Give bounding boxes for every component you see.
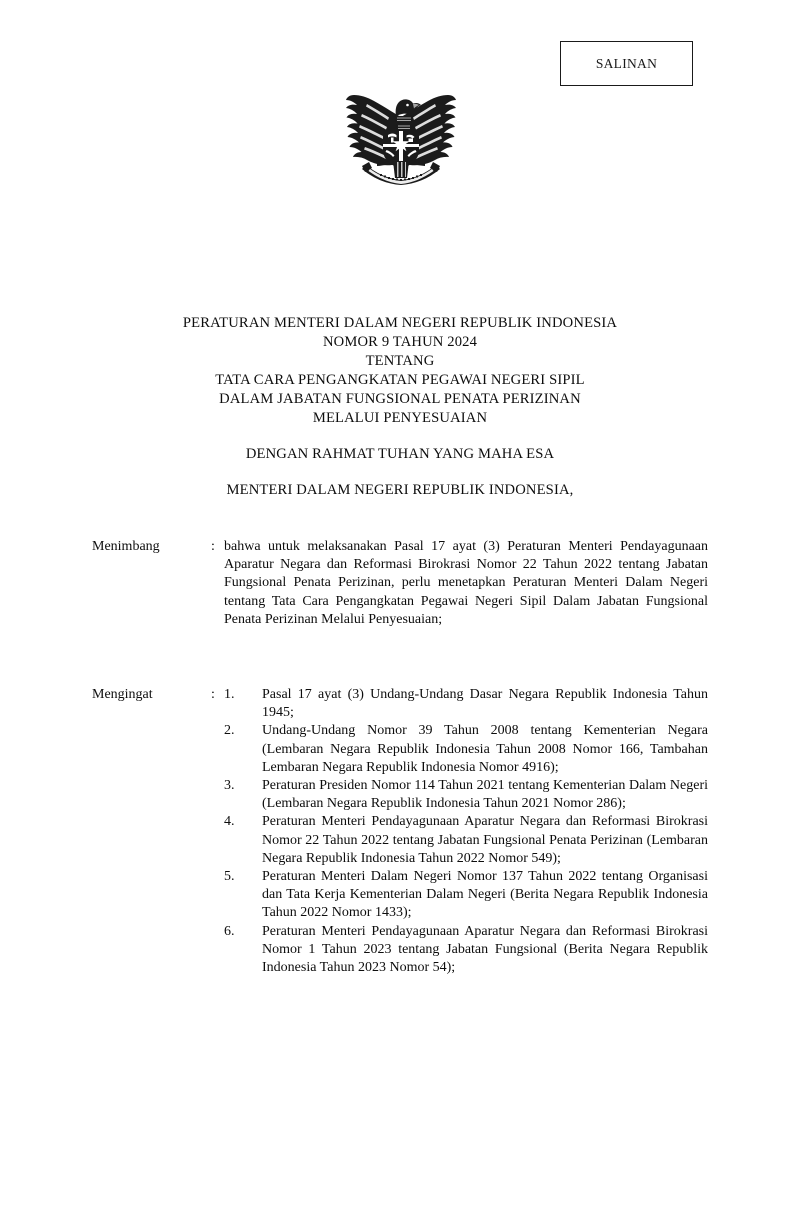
mengingat-list (224, 686, 708, 977)
list-item (224, 868, 708, 923)
menimbang-text: bahwa untuk melaksanakan Pasal 17 ayat (3) Peraturan Menteri Pendayagunaan Aparatur Negara dan Reformasi Birokrasi Nomor 22 Tahun 2022 tentang Jabatan Fungsional Penata Perizinan, perlu menetapkan Peraturan Menteri Dalam Negeri tentang Tata Cara Pengangkatan Pegawai Negeri Sipil Dalam Jabatan Fungsional Penata Perizinan Melalui Penyesuaian; (224, 539, 708, 627)
list-item-number: 2. (224, 723, 235, 739)
title-line-6: MELALUI PENYESUAIAN (312, 410, 488, 426)
mengingat-section (92, 686, 708, 977)
menimbang-colon: : (211, 539, 215, 554)
menteri-line: MENTERI DALAM NEGERI REPUBLIK INDONESIA, (226, 482, 574, 498)
salinan-stamp-box (560, 41, 693, 86)
title-line-tentang: TENTANG (365, 353, 435, 369)
menimbang-section (92, 538, 708, 629)
title-line-5: DALAM JABATAN FUNGSIONAL PENATA PERIZINAN (219, 391, 581, 407)
list-item-text: Peraturan Menteri Pendayagunaan Aparatur Negara dan Reformasi Birokrasi Nomor 1 Tahun 2023 tentang Jabatan Fungsional (Berita Negara Republik Indonesia Tahun 2023 Nomor 54); (262, 923, 708, 976)
title-line-1: PERATURAN MENTERI DALAM NEGERI REPUBLIK INDONESIA (182, 315, 618, 331)
mengingat-body (224, 686, 708, 977)
dengan-rahmat-line: DENGAN RAHMAT TUHAN YANG MAHA ESA (245, 446, 555, 462)
list-item-text: Peraturan Menteri Pendayagunaan Aparatur Negara dan Reformasi Birokrasi Nomor 22 Tahun 2022 tentang Jabatan Fungsional Penata Perizinan (Lembaran Negara Republik Indonesia Tahun 2022 Nomor 549); (262, 814, 708, 866)
title-line-number: NOMOR 9 TAHUN 2024 (322, 334, 478, 350)
mengingat-label: Mengingat (92, 687, 153, 702)
list-item-text: Pasal 17 ayat (3) Undang-Undang Dasar Negara Republik Indonesia Tahun 1945; (262, 687, 708, 721)
garuda-pancasila-emblem (337, 86, 465, 188)
menimbang-body (224, 538, 708, 629)
mengingat-colon: : (211, 687, 215, 702)
menimbang-label: Menimbang (92, 539, 160, 554)
list-item (224, 777, 708, 813)
list-item (224, 813, 708, 868)
list-item-number: 1. (224, 687, 235, 702)
list-item (224, 923, 708, 978)
list-item-text: Peraturan Menteri Dalam Negeri Nomor 137 Tahun 2022 tentang Organisasi dan Tata Kerja Kementerian Dalam Negeri (Berita Negara Republik Indonesia Tahun 2022 Nomor 1433); (262, 869, 708, 921)
list-item-text: Peraturan Presiden Nomor 114 Tahun 2021 tentang Kementerian Dalam Negeri (Lembaran Negara Republik Indonesia Tahun 2021 Nomor 286); (262, 778, 708, 812)
list-item-text: Undang-Undang Nomor 39 Tahun 2008 tentang Kementerian Negara (Lembaran Negara Republik Indonesia Tahun 2008 Nomor 166, Tambahan Lembaran Negara Republik Indonesia Nomor 4916); (262, 723, 708, 775)
title-line-4: TATA CARA PENGANGKATAN PEGAWAI NEGERI SIPIL (215, 372, 585, 388)
list-item-number: 3. (224, 778, 235, 794)
list-item-number: 4. (224, 814, 235, 830)
list-item-number: 5. (224, 869, 235, 885)
document-title-block (100, 314, 700, 428)
list-item-number: 6. (224, 923, 235, 939)
list-item (224, 686, 708, 722)
salinan-label: SALINAN (595, 55, 658, 71)
list-item (224, 722, 708, 777)
